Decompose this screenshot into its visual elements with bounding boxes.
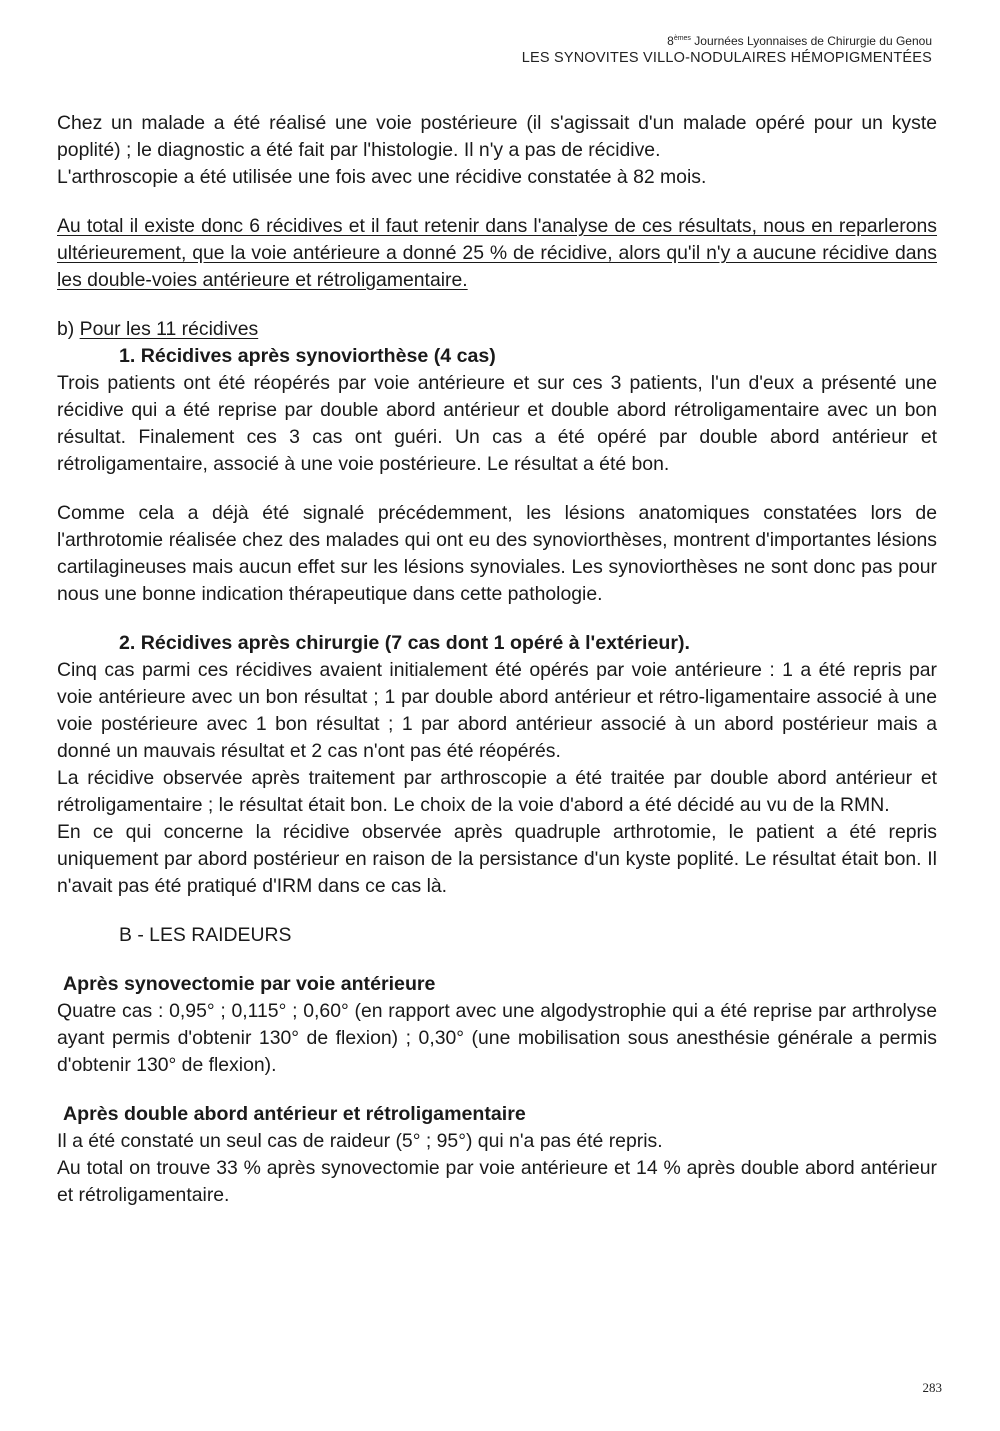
paragraph-arthroscopy: L'arthroscopie a été utilisée une fois avec une récidive constatée à 82 mois. xyxy=(57,166,707,188)
heading-synovectomie-anterieure: Après synovectomie par voie antérieure xyxy=(63,973,436,995)
subsection-b-label: Pour les 11 récidives xyxy=(79,318,259,340)
page-number: 283 xyxy=(922,1380,942,1395)
subsection-b-prefix: b) xyxy=(57,318,80,340)
paragraph-arthroscopie-recidive: La récidive observée après traitement par arthroscopie a été traitée par double abord antérieur et rétroligamentaire ; le résultat était bon. Le choix de la voie d'abord a été décidé au vu de la RMN. xyxy=(57,767,937,816)
paragraph-total-raideurs: Au total on trouve 33 % après synovectomie par voie antérieure et 14 % après double abord antérieur et rétroligamentaire. xyxy=(57,1157,937,1206)
heading-chirurgie: 2. Récidives après chirurgie (7 cas dont 1 opéré à l'extérieur). xyxy=(119,632,690,654)
ordinal-number: 8 xyxy=(667,34,674,48)
running-header xyxy=(522,34,932,67)
chapter-title: LES SYNOVITES VILLO-NODULAIRES HÉMOPIGMENTÉES xyxy=(521,50,932,66)
heading-double-abord: Après double abord antérieur et rétroligamentaire xyxy=(63,1103,526,1125)
journal-title: Journées Lyonnaises de Chirurgie du Genou xyxy=(694,34,932,48)
paragraph-lesions: Comme cela a déjà été signalé précédemment, les lésions anatomiques constatées lors de l'arthrotomie réalisée chez des malades qui ont eu des synoviorthèses, montrent d'importantes lésions cartilagineuses mais aucun effet sur les lésions synoviales. Les synoviorthèses ne sont donc pas pour nous une bonne indication thérapeutique dans cette pathologie. xyxy=(57,502,937,605)
heading-synoviorthese: 1. Récidives après synoviorthèse (4 cas) xyxy=(119,345,496,367)
paragraph-total-recurrences: Au total il existe donc 6 récidives et il faut retenir dans l'analyse de ces résultats, nous en reparlerons ultérieurement, que la voie antérieure a donné 25 % de récidive, alors qu'il n'y a aucune récidive dans les double-voies antérieure et rétroligamentaire. xyxy=(57,215,937,291)
subsection-b xyxy=(57,316,937,343)
paragraph-quatre-cas: Quatre cas : 0,95° ; 0,115° ; 0,60° (en rapport avec une algodystrophie qui a été reprise par arthrolyse ayant permis d'obtenir 130° de flexion) ; 0,30° (une mobilisation sous anesthésie générale a permis d'obtenir 130° de flexion). xyxy=(57,1000,937,1076)
paragraph-synoviorthese: Trois patients ont été réopérés par voie antérieure et sur ces 3 patients, l'un d'eux a présenté une récidive qui a été reprise par double abord antérieur et double abord rétroligamentaire avec un bon résultat. Finalement ces 3 cas ont guéri. Un cas a été opéré par double abord antérieur et rétroligamentaire, associé à une voie postérieure. Le résultat a été bon. xyxy=(57,372,937,475)
ordinal-suffix: èmes xyxy=(673,35,691,42)
paragraph-quadruple: En ce qui concerne la récidive observée après quadruple arthrotomie, le patient a été repris uniquement par abord postérieur en raison de la persistance d'un kyste poplité. Le résultat était bon. Il n'avait pas été pratiqué d'IRM dans ce cas là. xyxy=(57,821,937,897)
page-body xyxy=(57,110,937,1209)
journal-name xyxy=(522,34,932,49)
paragraph-raideur-seule: Il a été constaté un seul cas de raideur (5° ; 95°) qui n'a pas été repris. xyxy=(57,1130,663,1152)
paragraph-cinq-cas: Cinq cas parmi ces récidives avaient initialement été opérés par voie antérieure : 1 a été repris par voie antérieure avec un bon résultat ; 1 par double abord antérieur et rétro-ligamentaire associé à une voie postérieure avec 1 bon résultat ; 1 par abord antérieur associé à un abord postérieur mais a donné un mauvais résultat et 2 cas n'ont pas été réopérés. xyxy=(57,659,937,762)
paragraph-posterior-approach: Chez un malade a été réalisé une voie postérieure (il s'agissait d'un malade opéré pour un kyste poplité) ; le diagnostic a été fait par l'histologie. Il n'y a pas de récidive. xyxy=(57,112,937,161)
section-raideurs: B - LES RAIDEURS xyxy=(119,924,292,946)
